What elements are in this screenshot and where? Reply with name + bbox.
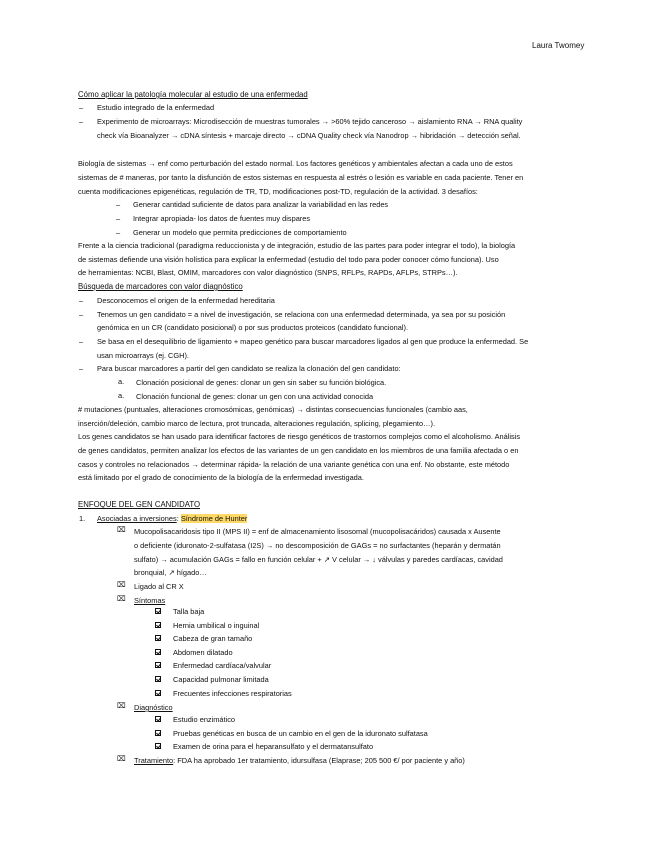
bullet-text: Mucopolisacaridosis tipo II (MPS II) = enf de almacenamiento lisosomal (mucopolisacáridos) causada x Ausente [134,527,501,536]
bullet-text-continuation: bronquial, ↗ hígado… [134,568,207,577]
symptom-item: Talla baja [173,607,205,616]
dash-bullet: – [79,103,84,112]
checkbox-x-icon: ⌧ [117,594,126,603]
checkbox-x-icon: ⌧ [117,701,126,710]
section-title-molecular-pathology: Cómo aplicar la patología molecular al estudio de una enfermedad [78,90,308,99]
checkbox-x-icon: ⌧ [117,580,126,589]
symptoms-heading: Síntomas [134,596,166,605]
diagnosis-heading: Diagnóstico [134,703,173,712]
author-name: Laura Twomey [532,41,585,50]
diagnosis-item: Examen de orina para el heparansulfato y el dermatansulfato [173,742,374,751]
paragraph-line: de herramientas: NCBI, Blast, OMIM, marcadores con valor diagnóstico (SNPS, RFLPs, RAPDs, AFLPs, STRPs…). [78,268,458,277]
checked-box-icon [155,608,161,614]
paragraph-line: Biología de sistemas → enf como perturbación del estado normal. Los factores genéticos y ambientales afectan a cada uno de estos [78,159,513,168]
list-item-continuation: usan microarrays (ej. CGH). [97,351,189,360]
checked-box-icon [155,716,161,722]
list-item: Estudio integrado de la enfermedad [97,103,215,112]
symptom-item: Capacidad pulmonar limitada [173,675,269,684]
highlighted-disease-name: Síndrome de Hunter [180,514,248,523]
list-item: Desconocemos el origen de la enfermedad hereditaria [97,296,275,305]
sub-item-letter: a. [118,377,125,386]
symptom-item: Cabeza de gran tamaño [173,634,253,643]
treatment-text: : FDA ha aprobado 1er tratamiento, idursulfasa (Elaprase; 205 500 €/ por paciente y año) [173,756,465,765]
bullet-text: Ligado al CR X [134,582,184,591]
dash-bullet: – [79,296,84,305]
paragraph-line: casos y controles no relacionados → determinar rápida- la relación de una variante genética con una enf. No obstante, este método [78,460,510,469]
treatment-heading: Tratamiento [134,756,174,765]
list-item-continuation: check vía Bioanalyzer → cDNA síntesis + marcaje directo → cDNA Quality check vía Nanodrop → hibridación → detección señal. [97,131,521,140]
paragraph-line: está limitado por el grado de conocimiento de la biología de la enfermedad investigada. [78,473,364,482]
paragraph-line: de genes candidatos, permiten analizar los efectos de las variantes de un gen candidato en los miembros de una familia afectada o en [78,446,519,455]
checked-box-icon [155,743,161,749]
checked-box-icon [155,662,161,668]
diagnosis-item: Estudio enzimático [173,715,236,724]
paragraph-line: # mutaciones (puntuales, alteraciones cromosómicas, genómicas) → distintas consecuencias funcionales (cambio aas, [78,405,468,414]
checkbox-x-icon: ⌧ [117,754,126,763]
section-title-candidate-gene: ENFOQUE DEL GEN CANDIDATO [78,500,201,509]
list-item: Generar un modelo que permita predicciones de comportamiento [133,228,347,237]
list-item: Generar cantidad suficiente de datos para analizar la variabilidad en las redes [133,200,389,209]
dash-bullet: – [116,200,121,209]
colon: : [176,514,181,523]
paragraph-line: Los genes candidatos se han usado para identificar factores de riesgo genéticos de trastornos complejos como el alcoholismo. Análisis [78,432,521,441]
checked-box-icon [155,676,161,682]
checked-box-icon [155,690,161,696]
symptom-item: Frecuentes infecciones respiratorias [173,689,292,698]
symptom-item: Enfermedad cardíaca/valvular [173,661,272,670]
list-item-continuation: genómica en un CR (candidato posicional) o por sus productos proteicos (candidato funcional). [97,323,408,332]
inversions-label: Asociadas a inversiones [97,514,177,523]
list-item: Para buscar marcadores a partir del gen candidato se realiza la clonación del gen candidato: [97,364,401,373]
list-item: Tenemos un gen candidato = a nivel de investigación, se relaciona con una enfermedad determinada, ya sea por su posición [97,310,506,319]
sub-item: Clonación funcional de genes: clonar un gen con una actividad conocida [136,392,374,401]
paragraph-line: sistemas de # maneras, por tanto la disfunción de estos sistemas en respuesta al estrés o lesión es variable en cada paciente. Tener en [78,173,524,182]
dash-bullet: – [116,214,121,223]
numbered-item-heading [97,514,247,523]
section-title-markers: Búsqueda de marcadores con valor diagnóstico [78,282,243,291]
dash-bullet: – [79,117,84,126]
checked-box-icon [155,649,161,655]
checked-box-icon [155,622,161,628]
paragraph-line: de sistemas defiende una visión holística para explicar la enfermedad (estudio del todo para poder conocer cómo funciona). Uso [78,255,499,264]
numbered-item-number: 1. [79,514,86,523]
checked-box-icon [155,635,161,641]
list-item: Experimento de microarrays: Microdisección de muestras tumorales → >60% tejido canceroso → aislamiento RNA → RNA quality [97,117,523,126]
paragraph-line: cuenta modificaciones epigenéticas, regulación de TR, TD, modificaciones post-TD, regulación de la actividad. 3 desafíos: [78,187,478,196]
bullet-text-continuation: o deficiente (iduronato-2-sulfatasa (I2S) → no descomposición de GAGs = no surfactantes (heparán y dermatán [134,541,501,550]
checkbox-x-icon: ⌧ [117,525,126,534]
symptom-item: Hernia umbilical o inguinal [173,621,260,630]
list-item: Se basa en el desequilibrio de ligamiento + mapeo genético para buscar marcadores ligados al gen que produce la enfermedad. Se [97,337,529,346]
dash-bullet: – [79,337,84,346]
list-item: Integrar apropiada- los datos de fuentes muy dispares [133,214,311,223]
bullet-text-continuation: sulfato) → acumulación GAGs = fallo en función celular + ↗ V celular → ↓ válvulas y paredes cardíacas, cavidad [134,555,503,564]
checked-box-icon [155,730,161,736]
dash-bullet: – [79,364,84,373]
sub-item-letter: a. [118,391,125,400]
paragraph-line: Frente a la ciencia tradicional (paradigma reduccionista y de integración, estudio de las partes para poder integrar el todo), la biología [78,241,516,250]
sub-item: Clonación posicional de genes: clonar un gen sin saber su función biológica. [136,378,387,387]
dash-bullet: – [116,228,121,237]
diagnosis-item: Pruebas genéticas en busca de un cambio en el gen de la iduronato sulfatasa [173,729,428,738]
treatment-line [134,756,465,765]
dash-bullet: – [79,310,84,319]
symptom-item: Abdomen dilatado [173,648,233,657]
paragraph-line: inserción/deleción, cambio marco de lectura, prot truncada, alteraciones regulación, splicing, plegamiento…). [78,419,435,428]
